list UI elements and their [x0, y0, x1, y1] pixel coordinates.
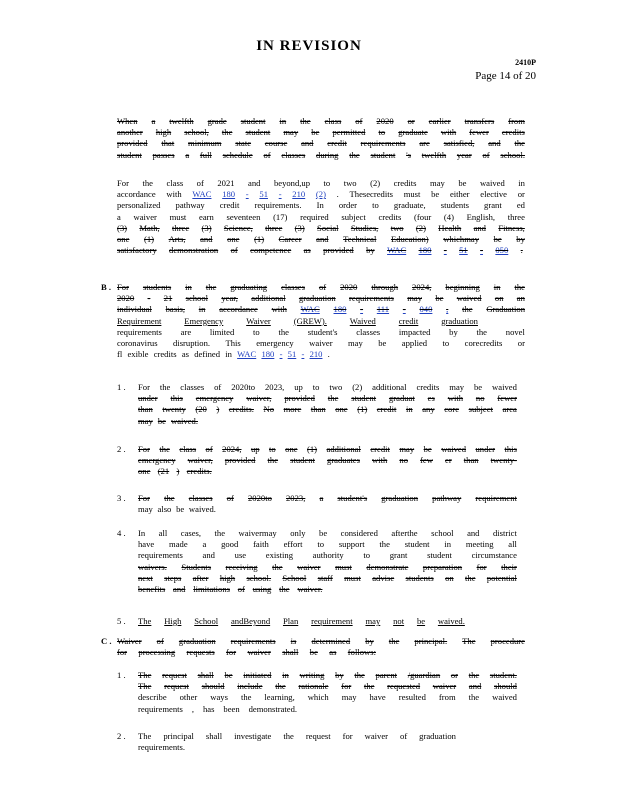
list-number: 2 .	[117, 444, 126, 454]
list-item-line: The request should include the rationale for the requested waiver and should	[138, 681, 517, 692]
list-item-line: The request shall be initiated in writing by the parent /guardian or the student.	[138, 670, 517, 680]
section-b-line: coronavirus disruption. This emergency waiver may be applied to corecredits or	[117, 338, 525, 348]
list-item-line: For the classes of 2020to 2023, a student's graduation pathway requirement	[138, 493, 517, 503]
paragraph-line: satisfactory demonstration of competence as provided by WAC 180 - 51 - 050 .	[117, 245, 523, 256]
list-number: 2 .	[117, 731, 126, 741]
list-item-line: describe other ways the learning, which may have resulted from the waived	[138, 692, 517, 703]
list-item-line: waivers. Students receiving the waiver must demonstrate preparation for their	[138, 561, 517, 572]
paragraph-line: accordance with WAC 180 - 51 - 210 (2) . Thesecredits must be either elective or	[117, 189, 525, 200]
section-marker-c: C .	[101, 636, 112, 646]
list-item-line: under this emergency waiver, provided the student graduat es with no fewer	[138, 393, 517, 404]
list-item-line: requirements.	[138, 742, 186, 753]
list-item-line: may be waived.	[138, 415, 198, 426]
list-item-line: than twenty (20 ) credits. No more than one (1) credit in any core subject area	[138, 404, 517, 415]
list-item-line: For the classes of 2020to 2023, up to two (2) additional credits may be waived	[138, 382, 517, 392]
paragraph-line: one (1) Arts, and one (1) Career and Technical Education) whichmay be by	[117, 234, 525, 244]
section-b-line: requirements are limited to the student's classes impacted by the novel	[117, 326, 525, 337]
section-c-line: for processing requests for waiver shall be as follows:	[117, 647, 376, 658]
paragraph-line: another high school, the student may be permitted to graduate with fewer credits	[117, 127, 525, 138]
list-number: 1 .	[117, 382, 126, 392]
list-number: 3 .	[117, 493, 126, 503]
section-c-line: Waiver of graduation requirements is determined by the principal. The procedure	[117, 636, 525, 646]
list-item-line: may also be waived.	[138, 504, 216, 515]
page-title: IN REVISION	[256, 38, 362, 54]
list-item-line: next steps after high school. School staff must advise students on the potential	[138, 572, 517, 583]
list-item-line: For the class of 2024, up to one (1) additional credit may be waived under this	[138, 444, 517, 454]
paragraph-line: When a twelfth grade student in the class of 2020 or earlier transfers from	[117, 116, 525, 126]
list-item-line: The principal shall investigate the request for waiver of graduation	[138, 731, 456, 741]
paragraph-line: (3) Math, three (3) Science, three (3) Social Studies, two (2) Health and Fitness,	[117, 222, 525, 233]
list-item-line: requirements , has been demonstrated.	[138, 703, 298, 714]
paragraph-line: student passes a full schedule of classes during the student 's twelfth year of school.	[117, 149, 525, 160]
paragraph-line: For the class of 2021 and beyond,up to two (2) credits may be waived in	[117, 178, 525, 188]
list-number: 4 .	[117, 528, 126, 538]
paragraph-line: provided that minimum state course and credit requirements are satisfied, and the	[117, 138, 525, 149]
list-item-line: have made a good faith effort to support the student in meeting all	[138, 539, 517, 550]
list-item-line: benefits and limitations of using the waiver.	[138, 584, 323, 594]
policy-code: 2410P	[515, 58, 536, 67]
section-marker-b: B .	[101, 282, 112, 292]
page-number: Page 14 of 20	[475, 70, 536, 82]
list-item-line: In all cases, the waivermay only be considered afterthe school and district	[138, 528, 517, 538]
section-b-line: 2020 - 21 school year, additional graduation requirements may be waived on an	[117, 293, 525, 304]
section-b-line: Requirement Emergency Waiver (GREW). Waived credit graduation	[117, 315, 478, 326]
list-item-line: emergency waiver, provided the student graduates with no few er than twenty-	[138, 455, 517, 466]
list-item-line: one (21 ) credits.	[138, 466, 212, 477]
section-b-line: fl exible credits as defined in WAC 180 - 51 - 210 .	[117, 349, 330, 360]
section-b-line: individual basis, in accordance with WAC 180 - 111 - 040 , the Graduation	[117, 304, 525, 315]
section-b-line: For students in the graduating classes of 2020 through 2024, beginning in the	[117, 282, 525, 292]
list-number: 5 .	[117, 616, 126, 626]
list-item-line: The High School andBeyond Plan requirement may not be waived.	[138, 616, 465, 626]
paragraph-line: a waiver must earn seventeen (17) required subject credits (four (4) English, three	[117, 211, 525, 222]
list-number: 1 .	[117, 670, 126, 680]
list-item-line: requirements and use existing authority to grant student circumstance	[138, 550, 517, 561]
paragraph-line: personalized pathway credit requirements. In order to graduate, students grant ed	[117, 200, 525, 211]
